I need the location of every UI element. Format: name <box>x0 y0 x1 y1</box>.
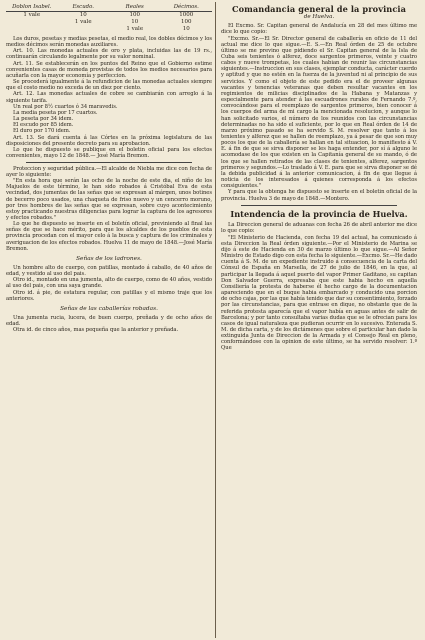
coin-cell: 1000 <box>179 12 194 18</box>
paragraph: Art. 11. Se establecerán en los puntos del Reino que el Gobierno estime convenientes casas de moneda provistas de todos los medios necesarios para acuñarla con la mayor economía y perfeccion. <box>6 60 212 79</box>
coin-table-row <box>6 12 212 19</box>
comandancia-text <box>221 23 417 202</box>
coin-cell: 10 <box>131 19 139 25</box>
coin-cell: 1 vale <box>126 26 144 32</box>
paragraph: El escudo por 85 idem. <box>13 122 74 129</box>
left-column <box>6 4 212 333</box>
paragraph: Un real por 8½ cuartos ó 34 maravedis. <box>13 103 118 110</box>
coin-header-cell: Reales <box>125 4 144 10</box>
robbery-notice <box>6 166 212 252</box>
paragraph: Los duros, pesetas y medias pesetas, el medio real, los dobles décimos y los medios décimos serán monedas auxiliares. <box>6 36 212 49</box>
coin-cell: 100 <box>129 12 140 18</box>
thieves-description <box>6 265 212 302</box>
coin-cell: 10 <box>79 12 87 18</box>
paragraph: Una jumenta rucia, lucera, de buen cuerpo, preñada y de ocho años de edad. <box>6 314 212 327</box>
paragraph: "Excmo. Sr.—El Sr. Director general de caballería en oficio de 11 del actual me dice lo que sigue.—E. S.—En Real órden de 25 de octubre último se me previno que pidiendo el Sr. Capitan general de la Isla de Cuba seis tenientes ó alferez, doce sargentos primeros, veinte y cuatro cabos y nueve trompetas, los cuales habian de reunir las circunstancias siguientes.—Instruccion en sus clases, ejemplar conducta, carácter cuerdo y aptitud y que no estén en la fuerza de la juventud ni al principio de sus servicios. Y como el objeto de este pedido era el de proveer algunas vacantes y tenencias veteranas que deben resultar vacantes en los regimientos de milicias disciplinados de la Habana y Matanzas y especialmente para atender á las escuadrones rurales de Fernando 7.º, convocándose para el reemplazo de sargentos primeros, bien conocer á los cuerpos del arma de mi cargo la mencionada resolucion, y aunque lo han solicitado varios, el número de los reunidos con las circunstancias determinadas no ha sido el suficiente, por lo que en Real órden de 14 de marzo próximo pasado se ha servido S. M. resolver que tanto á los tenientes y alferez que se hallen de reemplazo, ya á pesar de que son muy pocos los que de la caballería se hallan en tal situacion, lo manifiesto á V. E. á fin de que se sirva disponer se les haga entender, por sí á alguno le acomodase de los que existen en la Capitanía general de su mando, ó de los que se hallen retirados de las clases de tenientes, alferez, sargentos primeros y segundos.—Lo traslado á V. E. para que se sirva disponer se dé la debida publicidad á la anterior comunicacion, á fin de que llegue á noticia de los interesados á quienes corresponda á los efectos consiguientes." <box>221 35 417 190</box>
paragraph: Art. 10. Las monedas actuales de oro y plata, incluidas las de 19 rs., continuarán circulando legalmente por su valor nominal. <box>6 48 212 61</box>
paragraph: Proteccion y seguridad pública.—El alcalde de Niebla me dice con fecha de ayer lo siguiente: <box>6 165 212 178</box>
paragraph: Otro id. á pie, de estatura regular, con patillas y el mismo traje que los anteriores. <box>6 289 212 302</box>
coin-table-header <box>6 4 212 12</box>
coin-cell: 1 vale <box>23 12 41 18</box>
coin-equivalence-table <box>6 4 212 33</box>
paragraph: Se procederá igualmente á la refundicion de las monedas actuales siempre que el costo medio no exceda de un diez por ciento. <box>6 79 212 92</box>
paragraph: La media peseta por 17 cuartos. <box>13 109 98 116</box>
coin-cell <box>6 26 58 33</box>
subheading-stolen-animals: Señas de las caballerías robadas. <box>60 305 158 312</box>
section-divider <box>241 205 397 206</box>
animals-description <box>6 315 212 333</box>
coin-cell <box>58 26 110 33</box>
coin-cell: 100 <box>181 19 192 25</box>
paragraph: "En esta hora que serán las ocho de la noche de este dia, el niño de los Majuelos de este término, le han sido robados á Cristóbal Eva de esta vecindad, dos jumentas de las señas que se expresan al márgen, unos botines de becerro poco usados, una chaqueta de friso nuevo y un cencerro moruno, por tres hombres de las señas que se expresan, sobre cuyo acontecimiento estoy practicando nuestras diligencias para lograr la captura de los agresores y efectos robados." <box>6 178 212 221</box>
coin-table-row <box>6 26 212 33</box>
paragraph: La peseta por 34 idem. <box>13 116 74 123</box>
section-subtitle: de Huelva. <box>303 14 335 21</box>
paragraph: El Excmo. Sr. Capitan general de Andalucía en 28 del mes último me dice lo que copio: <box>221 23 417 36</box>
coin-table-row <box>6 19 212 26</box>
paragraph: Un hombre alto de cuerpo, con patillas, montado á caballo, de 40 años de edad, y vestido al uso del pais. <box>6 264 212 278</box>
currency-decree-text <box>6 36 212 159</box>
paragraph: Lo que he dispuesto se inserte en el boletín oficial, previniendo al final las señas de que se hace mérito, para que los alcaldes de los pueblos de esta provincia procedan con el mayor celo á la busca y captura de los criminales y averiguacion de los efectos robados. Huelva 11 de mayo de 1848.—José María Bremon. <box>6 221 212 252</box>
column-divider <box>215 2 216 638</box>
intendencia-text <box>221 222 417 351</box>
section-divider <box>26 162 192 163</box>
coin-header-cell: Décimos. <box>173 4 199 10</box>
paragraph: El duro por 170 idem. <box>13 128 71 135</box>
paragraph: Otro id., montado en una jumenta, alto de cuerpo, como de 40 años, vestido al uso del pais, con una saya grande. <box>6 277 212 290</box>
paragraph: Otra id. de cinco años, mas pequeña que la anterior y preñada. <box>13 327 179 334</box>
paragraph: Art. 12. Las monedas actuales de cobre se cambiarán con arreglo á la siguiente tarifa. <box>6 91 212 104</box>
section-title-intendencia: Intendencia de la provincia de Huelva. <box>230 209 408 220</box>
subheading-thieves: Señas de los ladrones. <box>76 255 142 262</box>
paragraph: "El Ministerio de Hacienda, con fecha 19 del actual, ha comunicado á esta Direccion la Real órden siguiente.—Por el Ministerio de Marina se dijo á este de Hacienda en 30 de marzo último lo que sigue.—Al Señor Ministro de Estado digo con esta fecha lo siguiente.—Excmo. Sr.—He dado cuenta á S. M. de un expediente instruido á consecuencia de la carta del Cónsul de España en Marsella, de 27 de julio de 1846, en la que, al participar la llegada á aquel puerto del vapor Primer Gaditano, su capitan Don Salvador Guerra, expresaba que este habia hecho en aquella Consiliería la protesta de haberse él hecho cargo de la documentacion apareciendo que en el buque habia embarcado y conducido una porcion de ocho cajas, por las que había tenido que dar su consentimiento, forzado por las circunstancias, para que entrase en dique, no obstante que de la referida protesta aparecía que el vapor había en aguas antes de salir de Barcelona; y por tanto consultaba varias dudas que se le ofrecian para los casos de igual naturaleza que pudieran ocurrir en lo sucesivo. Enterada S. M. de dicha carta, y de los dictámenes que sobre el particular han dado la extinguida Junta de Direccion de la Armada y el Consejo Real en pleno, conformándose con la opinion de este último, se ha servido resolver: 1.º Que <box>221 234 417 352</box>
coin-cell: 1 vale <box>74 19 92 25</box>
coin-cell: 10 <box>182 26 190 32</box>
paragraph: Y para que la obtenga he dispuesto se inserte en el boletin oficial de la provincia. Huelva 3 de mayo de 1848.—Montero. <box>221 189 417 202</box>
right-column <box>221 4 417 352</box>
paragraph: Art. 13. Se dará cuenta á las Córtes en la próxima legislatura de las disposiciones del presente decreto para su aprobacion. <box>6 134 212 147</box>
paragraph: La Direccion general de aduanas con fecha 26 de abril anterior me dice lo que copio: <box>221 222 417 235</box>
paragraph: Lo que he dispuesto se publique en el boletin oficial para los efectos convenientes, mayo 12 de 1848.— José María Bremon. <box>6 146 212 159</box>
section-title-comandancia: Comandancia general de la provincia <box>231 4 407 14</box>
coin-header-cell: Doblon Isabel. <box>12 4 52 10</box>
coin-cell <box>6 19 58 26</box>
coin-header-cell: Escudo. <box>72 4 94 10</box>
